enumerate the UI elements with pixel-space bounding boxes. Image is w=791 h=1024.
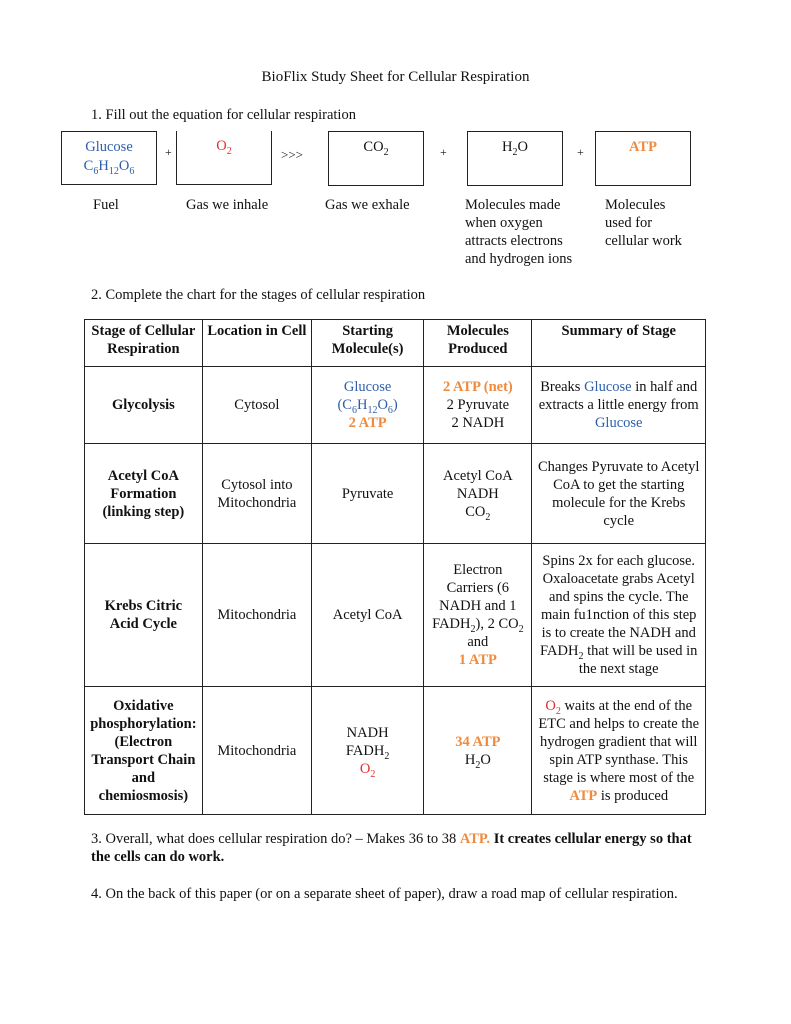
question-3-answer: It creates cellular energy so that the cells can do work. [91, 831, 692, 865]
question-1: 1. Fill out the equation for cellular respiration [91, 107, 356, 123]
location-cell: Mitochondria [202, 544, 311, 687]
table-row [85, 687, 706, 815]
plus-operator: + [577, 145, 584, 159]
o2-text: $O_2$ [216, 138, 232, 157]
label-molecules-made: Molecules made when oxygen attracts electrons and hydrogen ions [465, 197, 573, 267]
summary-cell: Breaks Glucose in half and extracts a little energy from Glucose [532, 367, 706, 444]
page-title: BioFlix Study Sheet for Cellular Respiration [261, 69, 530, 85]
question-4: 4. On the back of this paper (or on a separate sheet of paper), draw a road map of cellular respiration. [91, 886, 678, 902]
produced-cell: 2 ATP (net) 2 Pyruvate 2 NADH [424, 367, 532, 444]
question-2: 2. Complete the chart for the stages of cellular respiration [91, 287, 426, 303]
co2-text: $CO_2$ [363, 139, 389, 158]
glucose-formula: $C_6H_{12}O_6$ [83, 158, 135, 177]
question-3: 3. Overall, what does cellular respiration do? – Makes 36 to 38 ATP. It creates cellular energy so that the cells can do work. [91, 831, 692, 865]
summary-cell: $O_2$ waits at the end of the ETC and helps to create the hydrogen gradient that will spin ATP synthase. This stage is where most of the ATP is produced [532, 687, 706, 815]
produced-cell: 34 ATP $H_2O$ [424, 687, 532, 815]
header-summary: Summary of Stage [532, 320, 706, 367]
stages-table [84, 319, 706, 815]
plus-operator: + [440, 145, 447, 159]
stage-oxidative: Oxidative phosphorylation: (Electron Transport Chain and chemiosmosis) [85, 687, 203, 815]
summary-cell: Changes Pyruvate to Acetyl CoA to get the starting molecule for the Krebs cycle [532, 444, 706, 544]
produced-cell: Electron Carriers (6 NADH and 1 $FADH_2$), 2 $CO_2$ and 1 ATP [424, 544, 532, 687]
header-starting: Starting Molecule(s) [311, 320, 423, 367]
produced-cell: Acetyl CoA NADH $CO_2$ [424, 444, 532, 544]
stage-acetyl-coa: Acetyl CoA Formation (linking step) [85, 444, 203, 544]
label-inhale: Gas we inhale [186, 197, 269, 213]
atp-text: ATP [629, 139, 657, 155]
starting-cell: NADH $FADH_2$ $O_2$ [311, 687, 423, 815]
header-stage: Stage of Cellular Respiration [85, 320, 203, 367]
arrow-operator: >>> [281, 147, 303, 162]
label-exhale: Gas we exhale [325, 197, 410, 213]
location-cell: Cytosol [202, 367, 311, 444]
h2o-box [467, 131, 563, 186]
table-row [85, 444, 706, 544]
starting-cell: Glucose $(C_6H_{12}O_6)$ 2 ATP [311, 367, 423, 444]
label-molecules-used: Molecules used for cellular work [605, 197, 682, 249]
stage-krebs: Krebs Citric Acid Cycle [85, 544, 203, 687]
location-cell: Mitochondria [202, 687, 311, 815]
table-row [85, 544, 706, 687]
o2-box [176, 131, 272, 185]
location-cell: Cytosol into Mitochondria [202, 444, 311, 544]
label-fuel: Fuel [93, 197, 119, 213]
table-header-row [85, 320, 706, 367]
glucose-text: Glucose [85, 139, 133, 155]
stage-glycolysis: Glycolysis [85, 367, 203, 444]
summary-cell: Spins 2x for each glucose. Oxaloacetate grabs Acetyl and spins the cycle. The main fu1nction of this step is to create the NADH and $FADH_2$ that will be used in the next stage [532, 544, 706, 687]
starting-cell: Acetyl CoA [311, 544, 423, 687]
plus-operator: + [165, 145, 172, 159]
starting-cell: Pyruvate [311, 444, 423, 544]
table-row [85, 367, 706, 444]
header-location: Location in Cell [202, 320, 311, 367]
header-produced: Molecules Produced [424, 320, 532, 367]
atp-box [595, 131, 691, 186]
glucose-box [61, 131, 157, 185]
co2-box [328, 131, 424, 186]
h2o-text: $H_2O$ [502, 139, 528, 158]
